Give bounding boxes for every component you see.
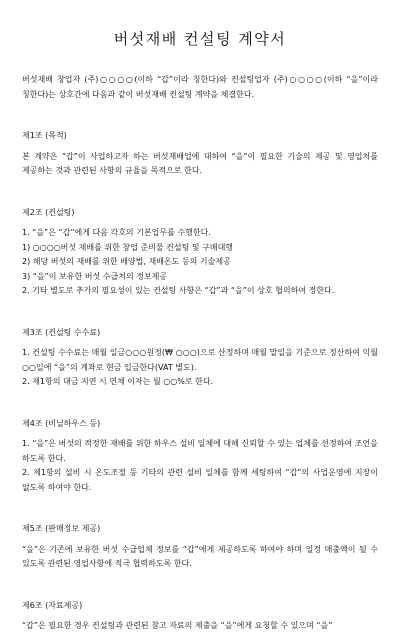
- article-3-heading: 제3조 (컨설팅 수수료): [22, 327, 101, 337]
- article-2: [22, 206, 378, 299]
- article-2-line: 1) ○○○○버섯 재배를 위한 창업 준비물 컨설팅 및 구매대행: [22, 242, 234, 252]
- article-5-line: “을”은 기존에 보유한 버섯 수급업체 정보를 “갑”에게 제공하도록 하여야 하며 일정 매출액이 될 수 있도록 관련된 영업사항에 적극 협력하도록 한다.: [22, 544, 378, 568]
- article-6: [22, 599, 378, 634]
- article-1-line: 본 계약은 “갑”이 사업하고자 하는 버섯재배업에 대하여 “을”이 필요한 기술의 제공 및 영업처를 제공하는 것과 관련된 사항의 규율을 목적으로 한다.: [22, 151, 378, 175]
- article-3-line: 2. 제1항의 대금 지연 시 연체 이자는 월 ○○%로 한다.: [22, 377, 214, 386]
- article-5: [22, 522, 378, 572]
- article-2-line: 1. “을”은 “갑”에게 다음 각호의 기본업무를 수행한다.: [22, 228, 211, 237]
- article-4: [22, 417, 378, 496]
- article-5-heading: 제5조 (판매정보 제공): [22, 524, 101, 533]
- article-3-line: 1. 컨설팅 수수료는 매월 일금○○○원정(₩ ○○○)으로 산정하며 매월 말일을 기준으로 정산하여 익월 ○○일에 “을”의 계좌로 현금 입금한다(VAT 별도).: [22, 348, 378, 372]
- article-4-heading: 제4조 (비닐하우스 등): [22, 418, 101, 428]
- article-2-line: 2. 기타 별도로 추가의 필요성이 있는 컨설팅 사항은 “갑”과 “을”이 상호 협의하여 정한다.: [22, 286, 335, 295]
- article-6-heading: 제6조 (자료제공): [22, 600, 83, 610]
- document-title: 버섯재배 컨설팅 계약서: [113, 30, 287, 48]
- article-1-heading: 제1조 (목적): [22, 131, 67, 140]
- article-4-line: 2. 제1항의 설비 시 온도조절 등 기타의 관련 설비 일체를 함께 세팅하여 “갑”의 사업운영에 지장이 없도록 하여야 한다.: [22, 468, 378, 492]
- article-2-line: 2) 해당 버섯의 재배를 위한 배양법, 재배온도 등의 기술제공: [22, 257, 231, 266]
- article-4-line: 1. “을”은 버섯의 적정한 재배를 위한 하우스 설비 일체에 대해 신뢰할 수 있는 업체를 선정하여 조언을 하도록 한다.: [22, 439, 378, 463]
- article-3: [22, 326, 378, 390]
- article-1: [22, 129, 378, 179]
- article-2-line: 3) “을”이 보유한 버섯 수급처의 정보제공: [22, 271, 168, 281]
- article-2-heading: 제2조 (컨설팅): [22, 207, 75, 217]
- article-6-line: “갑”은 필요한 경우 컨설팅과 관련된 참고 자료의 제출을 “을”에게 요청할 수 있으며 “을”: [22, 621, 333, 630]
- intro-paragraph: 버섯재배 창업자 (주)○○○○(이하 “갑”이라 칭한다)와 컨설팅업자 (주)○○○○(이하 “을”이라 칭한다)는 상호간에 다음과 같이 버섯재배 컨설팅 계약을 체결한다.: [22, 75, 378, 99]
